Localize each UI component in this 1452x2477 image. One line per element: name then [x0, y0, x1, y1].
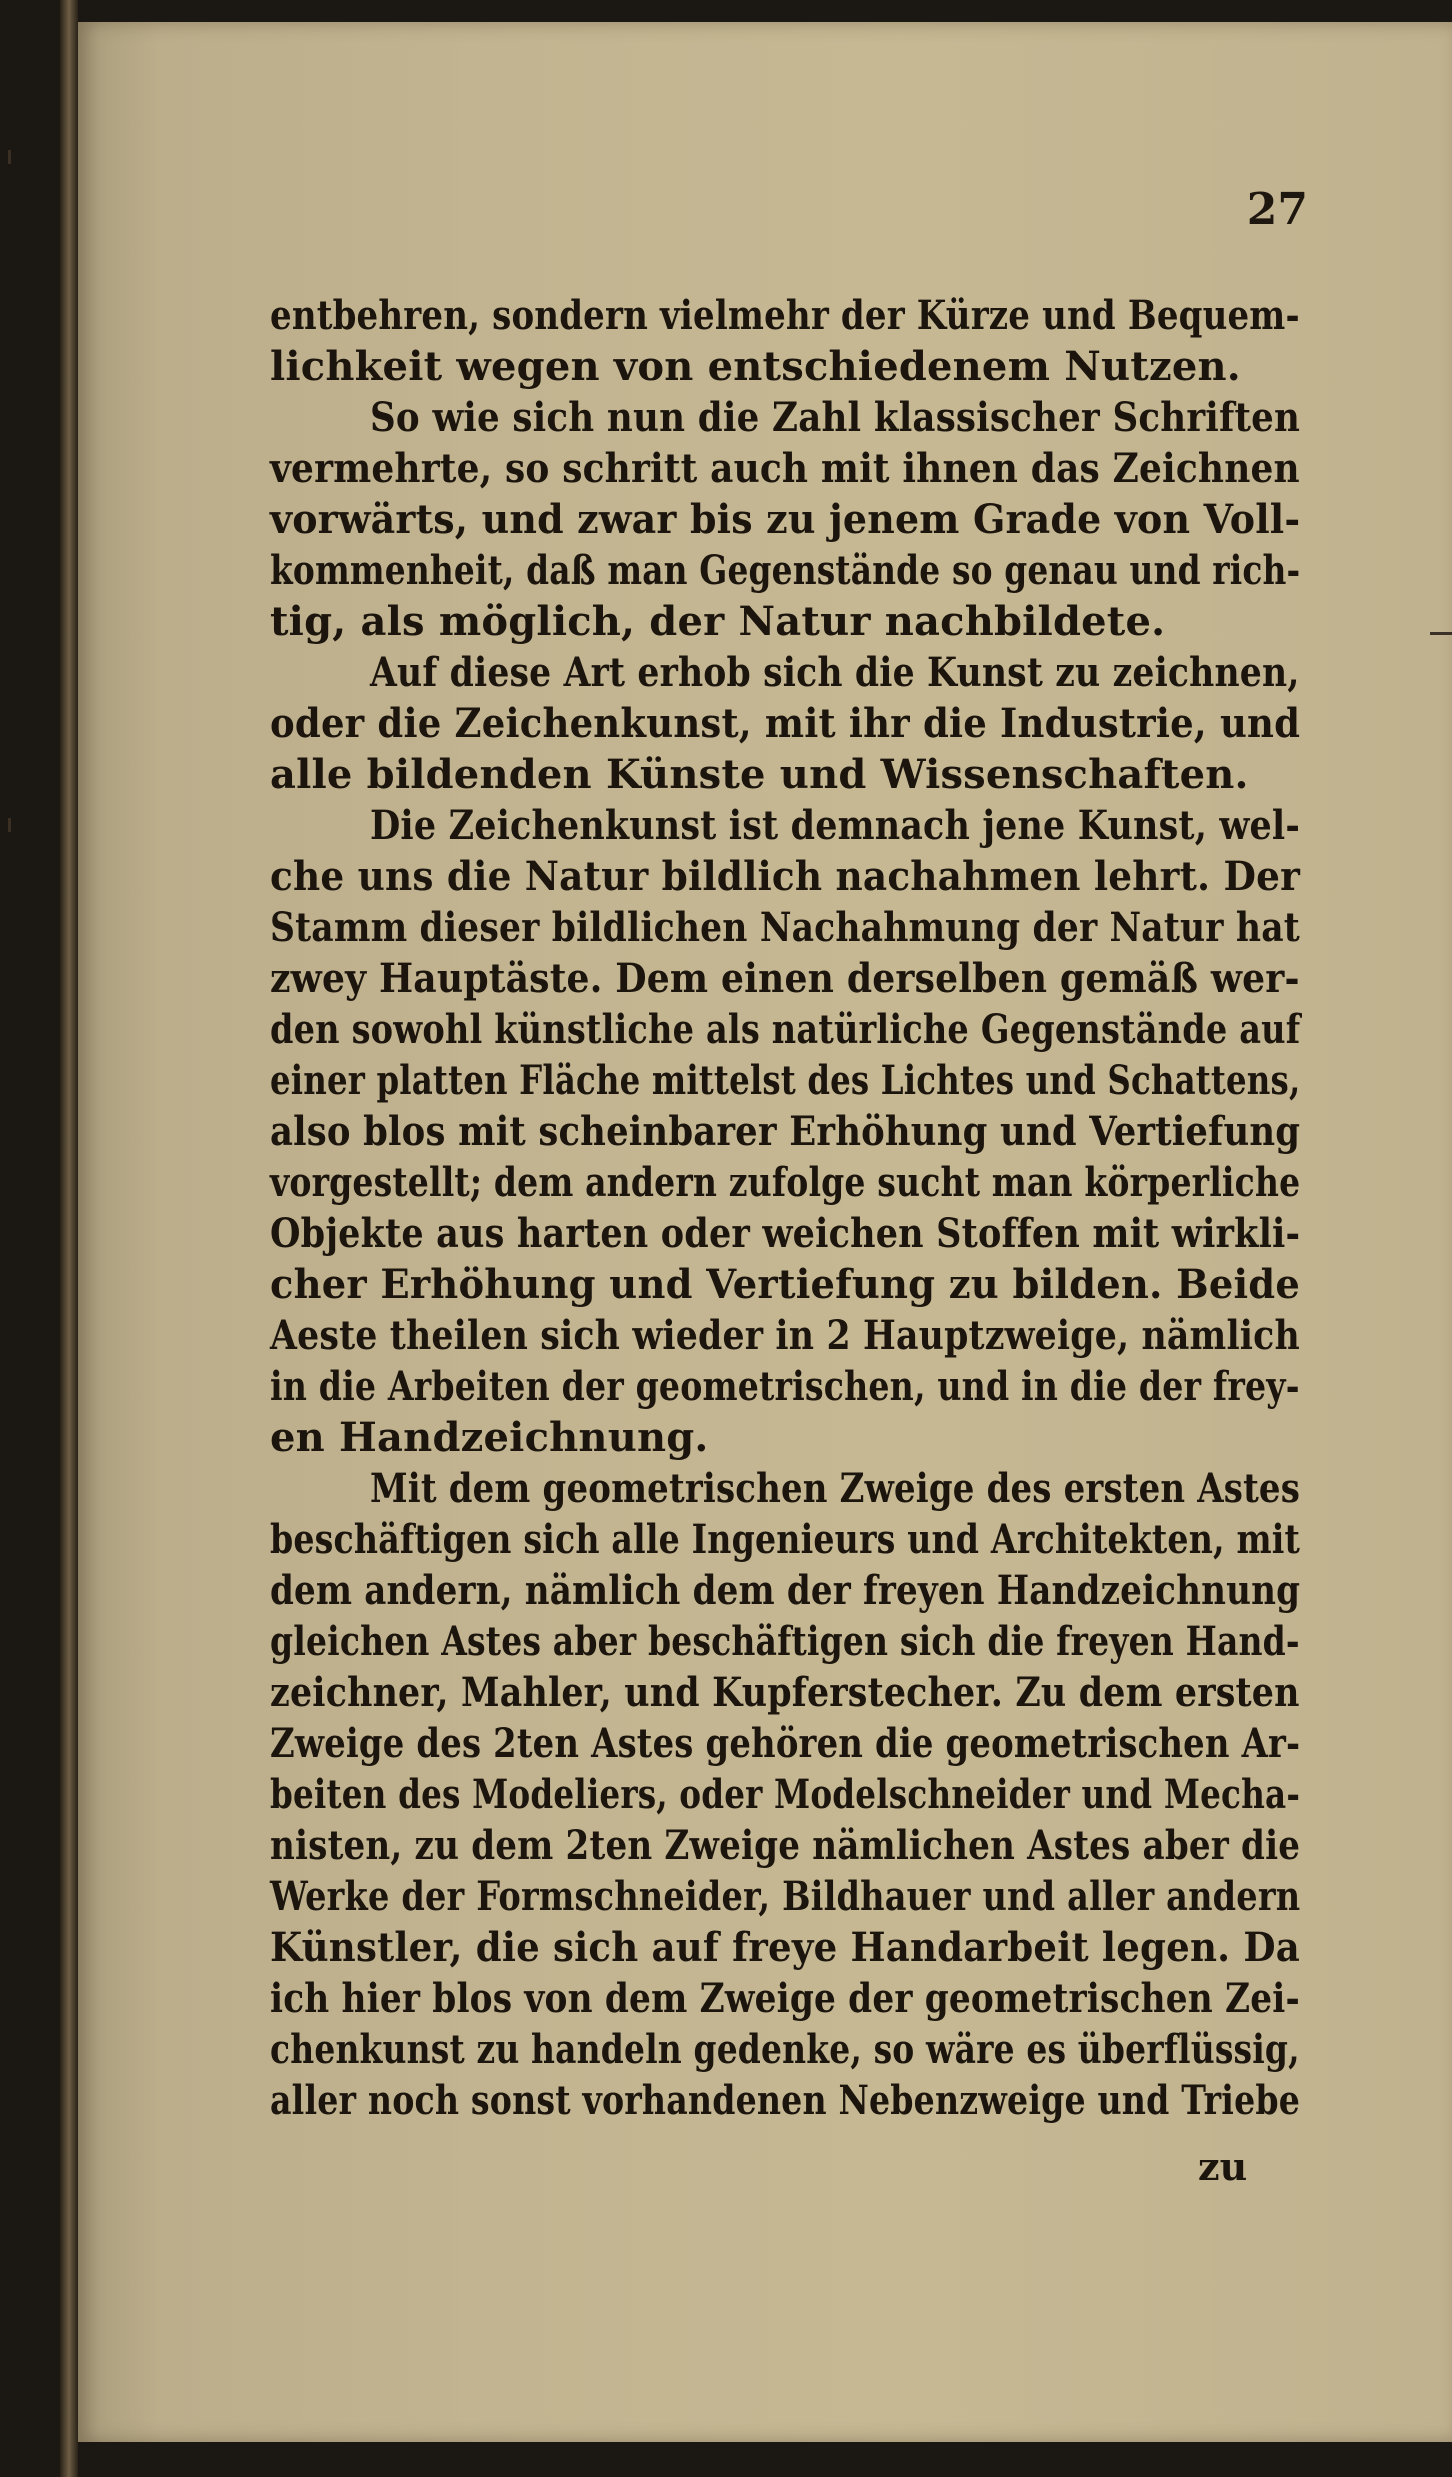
text-line: cher Erhöhung und Vertiefung zu bilden. Beide — [270, 1261, 1300, 1308]
text-line: Mit dem geometrischen Zweige des ersten Astes — [370, 1465, 1301, 1512]
text-line: beiten des Modeliers, oder Modelschneider und Mecha- — [270, 1771, 1301, 1818]
margin-mark — [1430, 632, 1452, 635]
book-page — [78, 22, 1452, 2442]
text-line: Objekte aus harten oder weichen Stoffen mit wirkli- — [270, 1210, 1301, 1257]
text-line: chenkunst zu handeln gedenke, so wäre es überflüssig, — [270, 2026, 1300, 2073]
text-line: aller noch sonst vorhandenen Nebenzweige und Triebe — [270, 2077, 1301, 2124]
text-line: nisten, zu dem 2ten Zweige nämlichen Astes aber die — [270, 1822, 1301, 1869]
text-line: in die Arbeiten der geometrischen, und in die der frey- — [270, 1363, 1300, 1410]
text-line: also blos mit scheinbarer Erhöhung und Vertiefung — [270, 1108, 1301, 1155]
page-number: 27 — [1246, 184, 1308, 235]
text-line: Aeste theilen sich wieder in 2 Hauptzweige, nämlich — [270, 1312, 1300, 1359]
book-binding — [60, 0, 78, 2477]
text-line: entbehren, sondern vielmehr der Kürze und Bequem- — [270, 292, 1300, 339]
text-line: zeichner, Mahler, und Kupferstecher. Zu dem ersten — [270, 1669, 1300, 1716]
text-line: lichkeit wegen von entschiedenem Nutzen. — [270, 343, 1241, 390]
text-line: alle bildenden Künste und Wissenschaften. — [270, 751, 1249, 798]
text-line: Auf diese Art erhob sich die Kunst zu zeichnen, — [370, 649, 1300, 696]
text-line: Die Zeichenkunst ist demnach jene Kunst, wel- — [370, 802, 1301, 849]
text-line: tig, als möglich, der Natur nachbildete. — [270, 598, 1166, 645]
text-line: vorwärts, und zwar bis zu jenem Grade von Voll- — [270, 496, 1301, 543]
text-line: den sowohl künstliche als natürliche Gegenstände auf — [270, 1006, 1301, 1053]
text-line: Stamm dieser bildlichen Nachahmung der Natur hat — [270, 904, 1300, 951]
text-line: So wie sich nun die Zahl klassischer Schriften — [370, 394, 1301, 441]
text-line: Künstler, die sich auf freye Handarbeit legen. Da — [270, 1924, 1300, 1971]
text-line: che uns die Natur bildlich nachahmen lehrt. Der — [270, 853, 1301, 900]
catchword: zu — [1198, 2144, 1248, 2189]
text-line: beschäftigen sich alle Ingenieurs und Architekten, mit — [270, 1516, 1301, 1563]
text-line: Zweige des 2ten Astes gehören die geometrischen Ar- — [270, 1720, 1301, 1767]
text-line: gleichen Astes aber beschäftigen sich die freyen Hand- — [270, 1618, 1300, 1665]
text-line: einer platten Fläche mittelst des Lichtes und Schattens, — [270, 1057, 1301, 1104]
text-line: dem andern, nämlich dem der freyen Handzeichnung — [270, 1567, 1301, 1614]
text-line: en Handzeichnung. — [270, 1414, 709, 1461]
text-line: oder die Zeichenkunst, mit ihr die Industrie, und — [270, 700, 1301, 747]
text-line: ich hier blos von dem Zweige der geometrischen Zei- — [270, 1975, 1300, 2022]
text-line: vermehrte, so schritt auch mit ihnen das Zeichnen — [270, 445, 1300, 492]
text-line: zwey Hauptäste. Dem einen derselben gemäß wer- — [270, 955, 1300, 1002]
text-line: vorgestellt; dem andern zufolge sucht man körperliche — [270, 1159, 1301, 1206]
gutter-mark-top — [8, 150, 11, 164]
gutter-mark-middle — [8, 818, 11, 832]
text-line: kommenheit, daß man Gegenstände so genau und rich- — [270, 547, 1301, 594]
text-line: Werke der Formschneider, Bildhauer und aller andern — [270, 1873, 1301, 1920]
